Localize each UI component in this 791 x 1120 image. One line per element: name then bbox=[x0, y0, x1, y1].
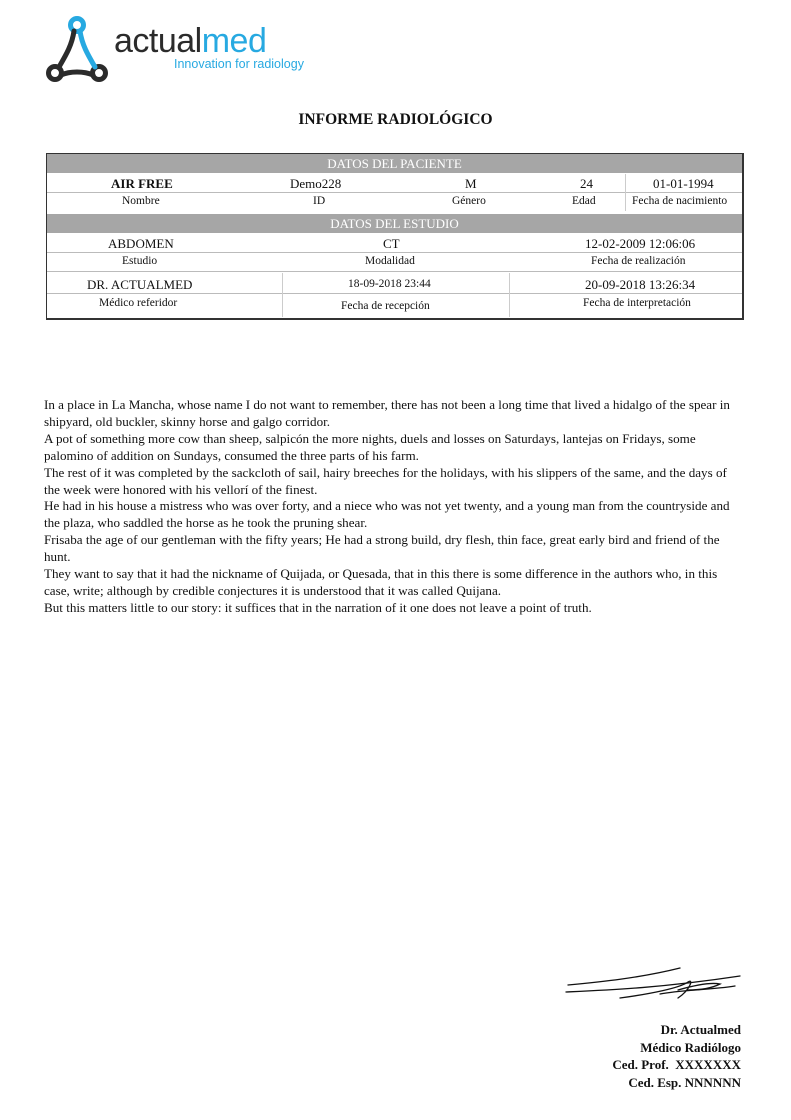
performed-date-label: Fecha de realización bbox=[591, 255, 686, 267]
logo-wordmark-med: med bbox=[201, 22, 267, 60]
referring-physician-label: Médico referidor bbox=[99, 297, 178, 309]
row-divider bbox=[47, 252, 742, 253]
company-logo bbox=[44, 15, 324, 87]
report-paragraph: In a place in La Mancha, whose name I do not want to remember, there has not been a long time that lived a hidalgo of the spear in shipyard, old buckler, skinny horse and galgo corridor. bbox=[44, 397, 730, 429]
patient-name-value: AIR FREE bbox=[111, 176, 173, 191]
signature-block bbox=[612, 1021, 741, 1091]
report-paragraph: But this matters little to our story: it suffices that in the narration of it one does not leave a point of truth. bbox=[44, 599, 592, 615]
report-body bbox=[44, 397, 744, 617]
study-value: ABDOMEN bbox=[108, 236, 174, 251]
patient-gender-label: Género bbox=[452, 195, 486, 207]
patient-age-label: Edad bbox=[572, 195, 596, 207]
row-divider bbox=[47, 271, 742, 272]
logo-wordmark bbox=[114, 23, 266, 59]
physician-name: Dr. Actualmed bbox=[660, 1022, 741, 1037]
report-paragraph: Frisaba the age of our gentleman with the fifty years; He had a strong build, dry flesh, thin face, great early bird and friend of the hunt. bbox=[44, 532, 720, 565]
logo-tagline: Innovation for radiology bbox=[174, 57, 304, 71]
study-label: Estudio bbox=[122, 255, 158, 267]
physician-role: Médico Radiólogo bbox=[640, 1039, 741, 1055]
patient-name-label: Nombre bbox=[122, 195, 160, 207]
referring-physician-value: DR. ACTUALMED bbox=[87, 277, 193, 292]
modality-value: CT bbox=[383, 236, 400, 251]
handwritten-signature bbox=[560, 960, 750, 1020]
report-data-table bbox=[46, 153, 744, 320]
report-paragraph: The rest of it was completed by the sackcloth of sail, hairy breeches for the holidays, with his slippers of the same, and the days of the week were honored with his vellorí of the finest. bbox=[44, 464, 727, 497]
patient-birthdate-label: Fecha de nacimiento bbox=[632, 195, 728, 207]
patient-age-value: 24 bbox=[580, 176, 593, 191]
column-divider bbox=[509, 273, 510, 317]
column-divider bbox=[625, 174, 626, 211]
study-section-header: DATOS DEL ESTUDIO bbox=[47, 214, 742, 233]
received-date-label: Fecha de recepción bbox=[341, 300, 430, 312]
professional-license: Ced. Prof. XXXXXXX bbox=[612, 1057, 741, 1072]
received-date-value: 18-09-2018 23:44 bbox=[348, 278, 431, 290]
performed-date-value: 12-02-2009 12:06:06 bbox=[585, 236, 696, 251]
row-divider bbox=[47, 293, 742, 294]
column-divider bbox=[282, 273, 283, 317]
report-paragraph: He had in his house a mistress who was over forty, and a niece who was not yet twenty, and a young man from the countryside and the plaza, who saddled the horse as he took the pruning shear. bbox=[44, 498, 730, 531]
report-title: INFORME RADIOLÓGICO bbox=[298, 111, 493, 128]
patient-section-header: DATOS DEL PACIENTE bbox=[47, 154, 742, 173]
report-paragraph: They want to say that it had the nickname of Quijada, or Quesada, that in this there is some difference in the authors who, in this case, write; although by credible conjectures it is understood that it was called Quijana. bbox=[44, 566, 718, 598]
interpreted-date-value: 20-09-2018 13:26:34 bbox=[585, 277, 696, 292]
patient-gender-value: M bbox=[465, 176, 477, 191]
patient-id-value: Demo228 bbox=[290, 176, 342, 191]
modality-label: Modalidad bbox=[365, 255, 415, 267]
specialty-license: Ced. Esp. NNNNNN bbox=[628, 1074, 741, 1090]
logo-wordmark-actual: actual bbox=[114, 22, 202, 60]
row-divider bbox=[47, 192, 742, 193]
interpreted-date-label: Fecha de interpretación bbox=[583, 297, 691, 309]
actualmed-logo-icon bbox=[44, 15, 110, 87]
report-paragraph: A pot of something more cow than sheep, salpicón the more nights, duels and losses on Saturdays, lantejas on Fridays, some palomino of addition on Sundays, consumed the three parts of his farm. bbox=[44, 430, 696, 463]
patient-id-label: ID bbox=[313, 195, 326, 207]
patient-birthdate-value: 01-01-1994 bbox=[653, 176, 714, 191]
